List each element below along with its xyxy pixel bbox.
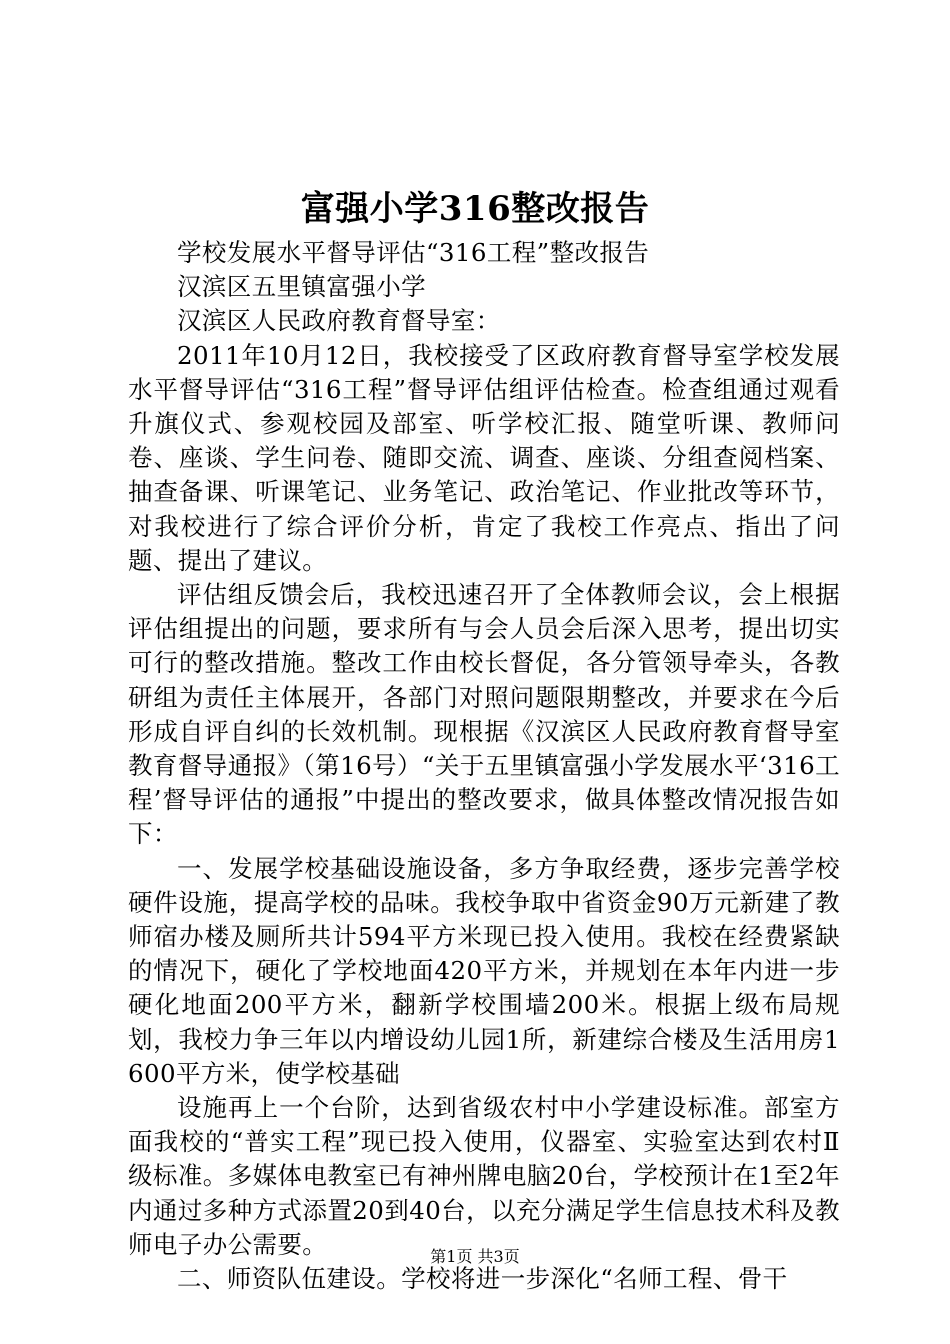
report-subtitle: 学校发展水平督导评估“316工程”整改报告 [177,238,650,267]
paragraph-facilities: 一、发展学校基础设施设备，多方争取经费，逐步完善学校硬件设施，提高学校的品味。我校争取中省资金90万元新建了教师宿办楼及厕所共计594平方米现已投入使用。我校在经费紧缺的情况下，硬化了学校地面420平方米，并规划在本年内进一步硬化地面200平方米，翻新学校围墙200米。根据上级布局规划，我校力争三年以内增设幼儿园1所，新建综合楼及生活用房1600平方米，使学校基础 [128,853,840,1088]
paragraph-facilities-continued: 设施再上一个台阶，达到省级农村中小学建设标准。部室方面我校的“普实工程”现已投入使用，仪器室、实验室达到农村Ⅱ级标准。多媒体电教室已有神州牌电脑20台，学校预计在1至2年内通过多种方式添置20到40台，以充分满足学生信息技术科及教师电子办公需要。 [128,1093,840,1259]
paragraph-feedback: 评估组反馈会后，我校迅速召开了全体教师会议，会上根据评估组提出的问题，要求所有与会人员会后深入思考，提出切实可行的整改措施。整改工作由校长督促，各分管领导牵头，各教研组为责任主体展开，各部门对照问题限期整改，并要求在今后形成自评自纠的长效机制。现根据《汉滨区人民政府教育督导室教育督导通报》（第16号）“关于五里镇富强小学发展水平‘316工程’督导评估的通报”中提出的整改要求，做具体整改情况报告如下： [128,580,840,849]
document-body [128,236,840,1296]
paragraph-intro: 2011年10月12日，我校接受了区政府教育督导室学校发展水平督导评估“316工程”督导评估组评估检查。检查组通过观看升旗仪式、参观校园及部室、听学校汇报、随堂听课、教师问卷、座谈、学生问卷、随即交流、调查、座谈、分组查阅档案、抽查备课、听课笔记、业务笔记、政治笔记、作业批改等环节，对我校进行了综合评价分析，肯定了我校工作亮点、指出了问题、提出了建议。 [128,340,840,575]
addressee: 汉滨区人民政府教育督导室： [177,306,501,336]
document-title: 富强小学316整改报告 [300,189,650,229]
school-name: 汉滨区五里镇富强小学 [177,272,426,302]
page-number: 第1页 共3页 [430,1247,520,1266]
paragraph-teachers: 二、师资队伍建设。学校将进一步深化“名师工程、骨干 [177,1264,788,1294]
